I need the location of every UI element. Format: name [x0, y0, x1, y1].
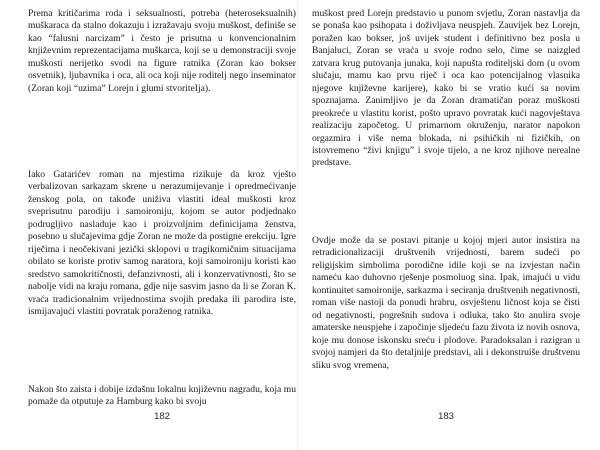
right-paragraph-1: muškost pred Lorejn predstavio u punom svjetlu, Zoran nastavlja da se ponaša kao psihopata i doživljava neuspjeh. Zauvijek bez Lorejn, poražen kao bokser, još uvijek student i definitivno bez posla u Banjaluci, Zoran se vraća u svoje rodno selo, čime se naizgled zatvara krug putovanja junaka, koji napušta roditeljski dom (u ovom slučaju, mamu kao prvu riječ i oca kao potencijalnog vlasnika njegove književne karijere), kako bi se vratio kući sa novim spoznajama. Zanimljivo je da Zoran dramatičan poraz muškosti preokreće u vlastitu korist, pošto upravo povratak kući nagovještava realizaciju započetog. U primarnom okruženju, narator napokon orgazmira i više nema blokada, ni psihičkih ni fizičkih, on istovremeno “živi knjigu” i svoje tijelo, a ne kroz njihove nerealne predstave. — [312, 8, 580, 169]
left-paragraph-1: Prema kritičarima roda i seksualnosti, potreba (heteroseksualnih) muškaraca da stalno dokazuju i izražavaju svoju muškost, definiše se kao “falusni narcizam” i često je prisutna u konvencionalnim književnim reprezentacijama muškarca, koji se u demonstraciji svoje muškosti nerijetko svodi na figure ratnika (Zoran kao bokser osvetnik), ljubavnika i oca, ali oca koji nije roditelj nego inseminator (Zoran koji “uzima” Lorejn i glumi stvoriteIja). — [28, 8, 296, 94]
right-page-number: 183 — [438, 411, 454, 422]
book-gutter — [297, 0, 298, 450]
left-paragraph-3: Nakon što zaista i dobije izdašnu lokalnu književnu nagradu, koja mu pomaže da otputuje za Hamburg kako bi svoju — [28, 384, 296, 408]
right-paragraph-2: Ovdje može da se postavi pitanje u kojoj mjeri autor insistira na retradicionalizaciji društvenih vrijednosti, barem sudeći po religijskim simbolima porodične idile koji se na izvjestan način nameću kao duhovno rješenje posmoluog sina. Ipak, imajući u vidu kontinuitet samoironije, sarkazma i seciranja društvenih negativnosti, roman više nastoji da ponudi hrabru, osvještenu ličnost koja se čisti od negativnosti, pogrešnih sudova i odluka, tako što anulira svoje amaterske neuspjehe i započinje sljedeću fazu života iz novih osnova, koje mu donose iskonsku sreću i plodove. Paradoksalan i razigran u svojoj namjeri da što detaljnije predstavi, ali i dekonstruiše društvenu sliku svog vremena, — [312, 235, 580, 371]
left-paragraph-2: Iako Gatarićev roman na mjestima rizikuje da kroz vješto verbalizovan sarkazam skrene u nerazumijevanje i opredmećivanje ženskog pola, on takođe uniživa vlastiti ideal muškosti kroz sveprisutnu parodiju i samoironiju, kojom se autor podjednako podrugljivo nasladuje kao i proizvoljnim definicijama ženstva, posebno u slučajevima gdje Zoran ne može da postigne erekciju. Igre riječima i neočekivani jezički sklopovi u tragikomičnim situacijama obilato se koriste protiv samog naratora, koji samoironiju koristi kao sredstvo samokritičnosti, defanzivnosti, ali i konzervativnosti, što se nabolje vidi na kraju romana, gdje nije sasvim jasno da li se Zoran K. vraća tradicionalnim vrijednostima svojih predaka ili parodira iste, ismijavajući vlastiti povratak poraženog ratnika. — [28, 169, 296, 317]
left-page — [28, 8, 296, 442]
right-page — [312, 8, 580, 442]
left-page-number: 182 — [154, 411, 170, 422]
